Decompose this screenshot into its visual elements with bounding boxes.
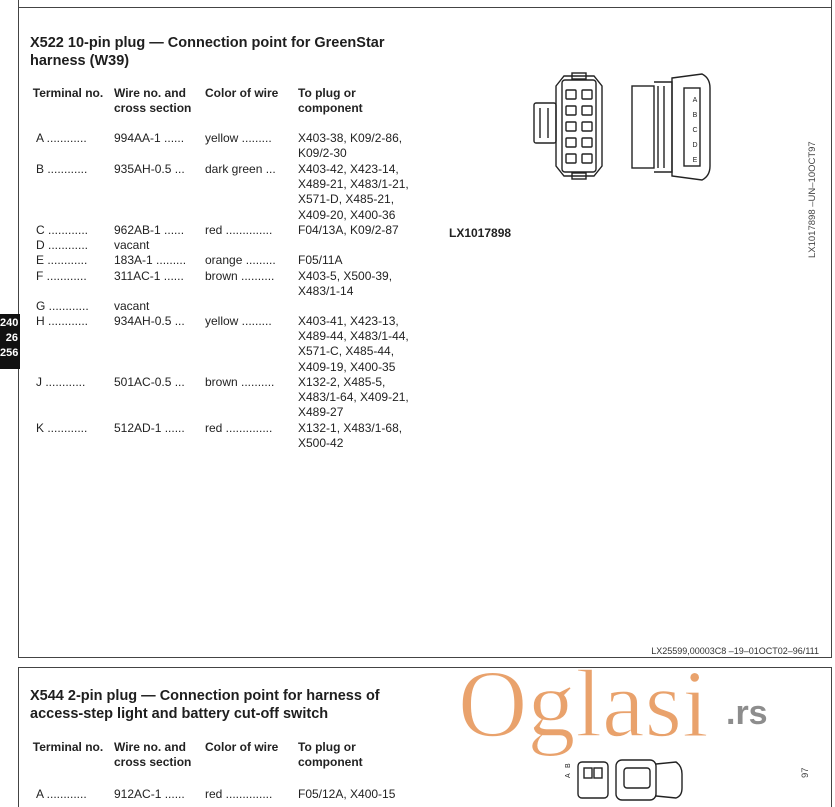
header-color: Color of wire: [205, 740, 279, 754]
destination-cell: X403-5, X500-39, X483/1-14: [298, 269, 393, 299]
terminal-cell: D ............: [36, 238, 89, 252]
section-title: X544 2-pin plug — Connection point for harness of access-step light and battery cut-off switch: [30, 688, 380, 722]
header-destination: To plug or component: [298, 86, 363, 115]
destination-cell: X403-38, K09/2-86, K09/2-30: [298, 131, 403, 161]
wire-cell: 962AB-1 ......: [114, 223, 185, 237]
pin-letter: B: [692, 112, 698, 119]
wire-cell: 512AD-1 ......: [114, 421, 185, 435]
wire-cell: 183A-1 .........: [114, 253, 187, 267]
pin-letter: C: [692, 127, 698, 134]
wire-cell: 934AH-0.5 ...: [114, 314, 185, 328]
section-title: X522 10-pin plug — Connection point for GreenStar harness (W39): [30, 35, 385, 69]
pin-letter: E: [692, 157, 698, 164]
terminal-cell: A ............: [36, 787, 87, 801]
pin-letter: B: [565, 763, 572, 768]
tab-line-2: 26: [5, 332, 18, 344]
header-wire: Wire no. and cross section: [114, 86, 192, 115]
color-cell: red ..............: [205, 787, 273, 801]
destination-cell: F05/11A: [298, 253, 343, 267]
terminal-cell: J ............: [36, 375, 86, 389]
pin-letter: A: [565, 773, 572, 778]
previous-page-edge: [18, 0, 832, 8]
color-cell: yellow .........: [205, 314, 272, 328]
wire-cell: 994AA-1 ......: [114, 131, 185, 145]
terminal-cell: G ............: [36, 299, 89, 313]
wire-cell: 311AC-1 ......: [114, 269, 184, 283]
color-cell: red ..............: [205, 223, 273, 237]
side-code: [802, 134, 822, 258]
connector-x544-illustration: [564, 754, 694, 804]
wire-cell: vacant: [114, 299, 150, 313]
destination-cell: F04/13A, K09/2-87: [298, 223, 399, 237]
header-terminal: Terminal no.: [32, 740, 104, 754]
color-cell: yellow .........: [205, 131, 272, 145]
header-color: Color of wire: [205, 86, 279, 100]
color-cell: brown ..........: [205, 269, 275, 283]
watermark-text: Oglasi: [458, 650, 709, 757]
destination-cell: F05/12A, X400-15: [298, 787, 396, 801]
tab-line-3: 256: [0, 347, 19, 359]
color-cell: dark green ...: [205, 162, 276, 176]
wire-cell: 935AH-0.5 ...: [114, 162, 185, 176]
footer-reference: LX25599,00003C8 –19–01OCT02–96/111: [651, 646, 819, 656]
terminal-cell: A ............: [36, 131, 87, 145]
terminal-cell: B ............: [36, 162, 88, 176]
terminal-cell: C ............: [36, 223, 89, 237]
destination-cell: X132-1, X483/1-68, X500-42: [298, 421, 403, 451]
wire-cell: 912AC-1 ......: [114, 787, 185, 801]
destination-cell: X403-42, X423-14, X489-21, X483/1-21, X571-D, X485-21, X409-20, X400-36: [298, 162, 409, 222]
header-destination: To plug or component: [298, 740, 363, 769]
tab-line-1: 240: [0, 317, 19, 329]
page-tab: [0, 314, 20, 369]
wire-cell: 501AC-0.5 ...: [114, 375, 185, 389]
oglasi-watermark-logo: [458, 648, 798, 758]
pin-letter: A: [692, 97, 698, 104]
wire-cell: vacant: [114, 238, 150, 252]
destination-cell: X132-2, X485-5, X483/1-64, X409-21, X489-27: [298, 375, 409, 420]
color-cell: orange .........: [205, 253, 276, 267]
watermark-suffix: .rs: [726, 694, 768, 732]
side-code: 97: [800, 767, 811, 778]
header-terminal: Terminal no.: [32, 86, 104, 100]
side-code-text: LX1017898 –UN–10OCT97: [807, 141, 818, 258]
terminal-cell: E ............: [36, 253, 88, 267]
terminal-cell: F ............: [36, 269, 87, 283]
color-cell: red ..............: [205, 421, 273, 435]
connector-section-x522: [18, 8, 832, 658]
color-cell: brown ..........: [205, 375, 275, 389]
pin-letter: D: [692, 142, 698, 149]
terminal-cell: H ............: [36, 314, 89, 328]
figure-label: LX1017898: [449, 226, 512, 240]
header-wire: Wire no. and cross section: [114, 740, 192, 769]
terminal-cell: K ............: [36, 421, 88, 435]
pin-letters: [685, 90, 705, 170]
destination-cell: X403-41, X423-13, X489-44, X483/1-44, X571-C, X485-44, X409-19, X400-35: [298, 314, 409, 374]
